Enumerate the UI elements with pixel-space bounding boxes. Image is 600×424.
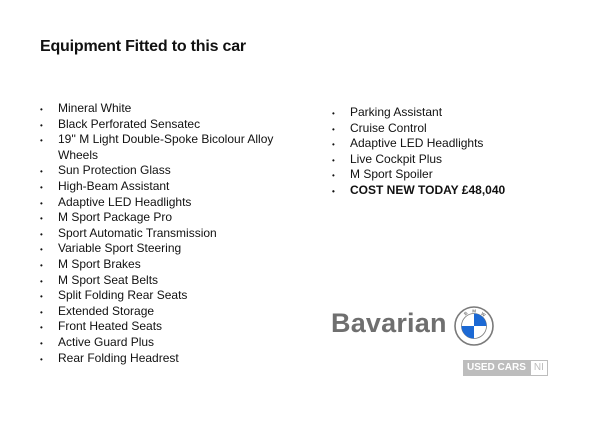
used-cars-ni-badge [463,360,548,376]
svg-text:B: B [462,310,469,317]
region-label: NI [530,360,548,376]
list-item: • Active Guard Plus [40,335,280,351]
equipment-list-right [332,105,572,199]
list-item: • Adaptive LED Headlights [40,195,280,211]
list-item: • M Sport Spoiler [332,167,572,183]
svg-text:W: W [479,311,487,318]
cost-new-today: • COST NEW TODAY £48,040 [332,183,572,199]
bmw-logo-icon [454,306,494,346]
list-item: • Split Folding Rear Seats [40,288,280,304]
list-item: • Adaptive LED Headlights [332,136,572,152]
list-item: • M Sport Brakes [40,257,280,273]
list-item: • M Sport Seat Belts [40,273,280,289]
list-item: • Front Heated Seats [40,319,280,335]
list-item: • 19'' M Light Double-Spoke Bicolour Alloy Wheels [40,132,280,163]
svg-text:M: M [472,308,477,314]
dealer-logo-wordmark: Bavarian [331,308,447,338]
list-item: • High-Beam Assistant [40,179,280,195]
list-item: • Parking Assistant [332,105,572,121]
list-item: • Extended Storage [40,304,280,320]
list-item: • Sun Protection Glass [40,163,280,179]
list-item: • Sport Automatic Transmission [40,226,280,242]
list-item: • Black Perforated Sensatec [40,117,280,133]
list-item: • Live Cockpit Plus [332,152,572,168]
list-item: • Mineral White [40,101,280,117]
dealer-branding [331,306,561,386]
equipment-list-left [40,101,280,366]
list-item: • Rear Folding Headrest [40,351,280,367]
list-item: • Cruise Control [332,121,572,137]
list-item: • Variable Sport Steering [40,241,280,257]
used-cars-label: USED CARS [463,360,530,376]
page-title: Equipment Fitted to this car [40,38,246,55]
list-item: • M Sport Package Pro [40,210,280,226]
